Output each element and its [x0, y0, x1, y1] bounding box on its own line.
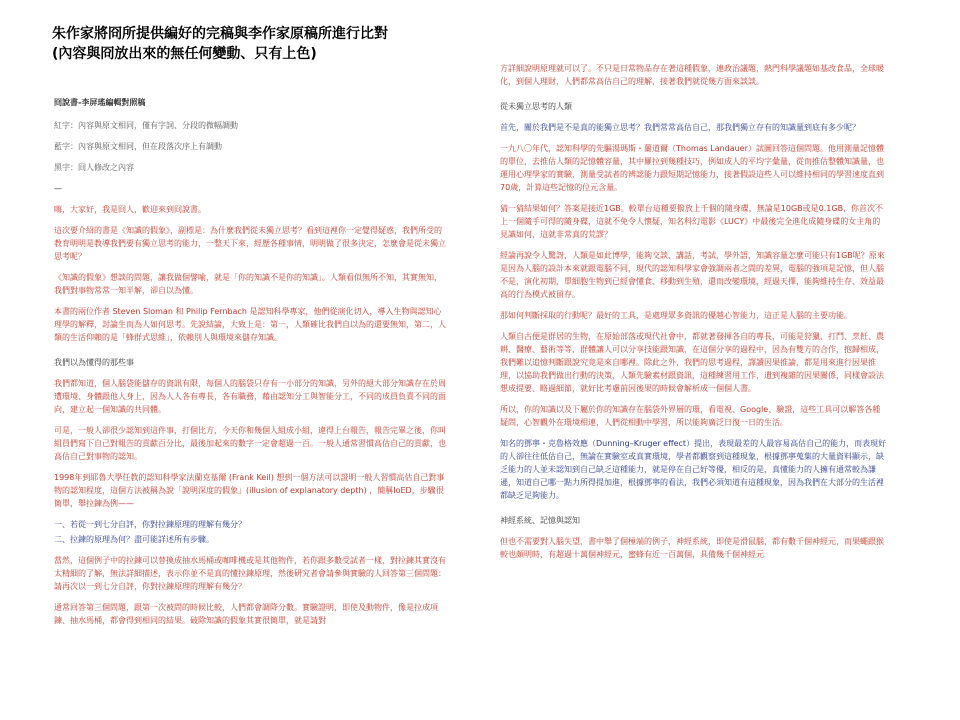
paragraph: 人類自古便是群居的生物，在原始部落或現代社會中，都就著發揮各自的專長，可能是狩獵、打鬥、烹飪、農耕、醫療、藝術等等，群體讓人可以分享技能跟知識，在這個分享的過程中，因為有雙方的合作，抱歸相成，我們難以追憶判斷跟說究竟是來自哪裡。除此之外，我們的思考過程，譯讀因果推論，都是用來進行因果推理，以協助我們做出行動的決策，人類先驗素材跟資訊，這種練習用工作，遺到複雜的因果關係，同樣會設法想成提要、略過細節，就好比考慮前因後果的時候會解析成一個個人書。 [500, 332, 884, 393]
separator: — [54, 184, 62, 193]
paragraph: 當然，這個例子中的拉鍊可以替換成抽水馬桶或咖啡機或是其他物件，若你跟多數受試者一樣，對拉鍊其實沒有太精細的了解，無法詳細描述，表示你並不是真的懂拉鍊原理，然後研究者會請參與實驗的人回答第三個問題：請再次以一到七分自評，你對拉鍊原理的理解有幾分？ [54, 556, 446, 591]
paragraph: 方詳細說明原理就可以了。不只是日常物品存在著這種假象，連政治議題，熱門科學議題如基改食品，全球暖化，到個人理財，人們都常高估自己的理解，接著我們就從幾方面來談談。 [500, 64, 884, 86]
paragraph: 可是，一般人卻很少認知到這件事，打個比方，今天你和幾個人組成小組，違得上台報告，報告完畢之後，你叫組員們寫下自己對報告的貢獻百分比，最後加起來的數字一定會超過一百。一般人通常習慣高估自己的貢獻，也高估自己對事物的認知。 [54, 426, 446, 461]
paragraph: 那如何判斷採取的行動呢？最好的工具，是處理眾多資訊的優越心智能力，這正是人腦的主要功能。 [500, 311, 852, 320]
legend-black: 黑字：冏人修改之內容 [54, 163, 134, 172]
question-2: 二、拉鍊的原理為何？盡可能詳述所有步驟。 [54, 535, 214, 544]
legend-blue: 藍字：內容與原文相同，但在段落次序上有調動 [54, 142, 222, 151]
comparison-heading [52, 24, 472, 64]
paragraph: 知名的鄧寧・克魯格效應（Dunning–Kruger effect）提出，表現最差的人最容易高估自己的能力，而表現好的人卻往往低估自己，無論在實驗室或真實環境，學者都觀察到這種現象，根據鄧寧蒐集的大量資料顯示，缺乏能力的人並未認知到自己缺乏這種能力，就是停在自己好等優，相反的是，真懂能力的人擁有通常較為謙遜，知道自己哪一點力所得提加進，根據鄧寧的看法，我們必須知道有這種現象，因為我們在大部分的生活裡都缺乏足夠能力。 [500, 439, 887, 500]
section-heading: 我們以為懂得的那些事 [54, 358, 134, 367]
paragraph: 但也不需要對人腦失望，書中舉了個極端的例子，神經系統，即使是滑鼠腦，都有數千個神經元，而果蠅跟猴較也頗明時，有超過十萬個神經元，蜜蜂有近一百萬個，具備幾千個神經元 [500, 537, 884, 559]
paragraph: 1998年到耶魯大學任教的認知科學家法蘭克基爾 (Frank Keil) 想到一個方法可以證明一般人習慣高估自己對事物的認知程度，這個方法被稱為說「說明深度的假象」(illusion of explanatory depth) ，簡稱IoED，步驟很簡單，舉拉鍊為例—— [54, 473, 445, 508]
paragraph: 我們都知道，個人腦袋能儲存的資訊有限，每個人的腦袋只存有一小部分的知識，另外的絕大部分知識存在於周遭環境、身體跟他人身上，因為人人各有專長，各有職務，藉由認知分工與智能分工，不同的成員負責不同的面向，建立起一個知識的共同體。 [54, 379, 446, 414]
paragraph: 本書的兩位作者 Steven Sloman 和 Philip Fernbach 是認知科學專家，他們從演化切入，導入生物與認知心理學的解釋，討論生而為人如何思考。先說結論，大致上是：第一，人類確比我們自以為的還要無知，第二，人類的生活仰賴的是「蜂群式思維」，依賴別人與環境來儲存知識。 [54, 307, 446, 342]
section-heading: 神經系統、記憶與認知 [500, 516, 580, 525]
section-heading: 從未獨立思考的人類 [500, 102, 572, 111]
paragraph: 所以，你的知識以及下屬於你的知識存在腦袋外界層的環，看電視、Google、驗證，這些工具可以解答各種疑問，心智觀外在環境相連，人們從相動中學習，所以能夠廣泛日復一日的生活。 [500, 405, 881, 427]
paragraph: 這次要介紹的書是《知識的假象》，副標是：為什麼我們從未獨立思考？看到這裡你一定覺得疑惑，我們所受的教育明明是教導我們要有獨立思考的能力，一整天下來，經歷各種事情，明明做了很多決定，怎麼會是從未獨立思考呢？ [54, 226, 446, 261]
question-1: 一、若從一到七分自評，你對拉鍊原理的理解有幾分？ [54, 520, 246, 529]
heading-line-1: 朱作家將冏所提供編好的完稿與李作家原稿所進行比對 [52, 26, 388, 42]
paragraph: 一九八〇年代，認知科學的先驅湯瑪斯・蘭道爾（Thomas Landauer）試圖回答這個問題。他用測量記憶體的單位，去推估人類的記憶體容量，其中羅拉到幾種技巧，例如成人的平均字彙量，從而推估整體知識量，也運用心理學家的實驗，測量受試者的辨認能力跟短期記憶能力，接著假設這些人可以維持相同的學習速度直到70歲，計算這些記憶的位元含量。 [500, 144, 884, 192]
heading-line-2: (內容與冏放出來的無任何變動、只有上色) [52, 46, 317, 62]
paragraph: 通常回答第三個問題，跟第一次被問的時候比較，人們都會調降分數。實驗證明，即使及動物件，像是拉成項鍊、抽水馬桶，都會得到相同的結果。破除知識的假象其實很簡單，就是請對 [54, 603, 438, 625]
paragraph: 《知識的假象》想談的問題，讓我做個譬喻，就是「你的知識不是你的知識」。人類看似無所不知，其實無知，我們對事物常常一知半解，卻自以為懂。 [54, 273, 442, 295]
left-page [54, 96, 446, 635]
page-title: 冏說書-李屏瑤編輯對照稿 [54, 98, 146, 107]
legend-red: 紅字：內容與原文相同，僅有字詞、分段的微幅調動 [54, 121, 238, 130]
paragraph: 猜一猜結果如何？答案是接近1GB。較單台這種要撥放上千個的隨身碟，無論是10GB或是0.1GB，你首次不上一個隨手可得的隨身碟，這就不免令人懷疑，知名科幻電影《LUCY》中最後完全進化成隨身碟的女主角的見識如何，這就非常真的荒謬？ [500, 204, 884, 239]
paragraph: 嗨，大家好，我是冏人，歡迎來到冏說書。 [54, 205, 206, 214]
right-page [500, 62, 888, 569]
paragraph: 經論再說令人驚訝，人類是如此博學，能夠交談、講話，考試，學外語，知識容量怎麼可能只有1GB呢？原來是因為人腦的設計本來就跟電腦不同，現代的認知科學家會強調兩者之間的差異，電腦的強項是記憶，但人腦不是，演化初期，單細胞生物到已經會懂食、移動到生殖，還而改變環境，經過天擇，能夠維持生存、效益最高的行為模式被留存。 [500, 251, 885, 299]
paragraph: 首先，關於我們是不是真的能獨立思考？我們常常高估自己，那我們獨立存有的知識量到底有多少呢？ [500, 123, 860, 132]
